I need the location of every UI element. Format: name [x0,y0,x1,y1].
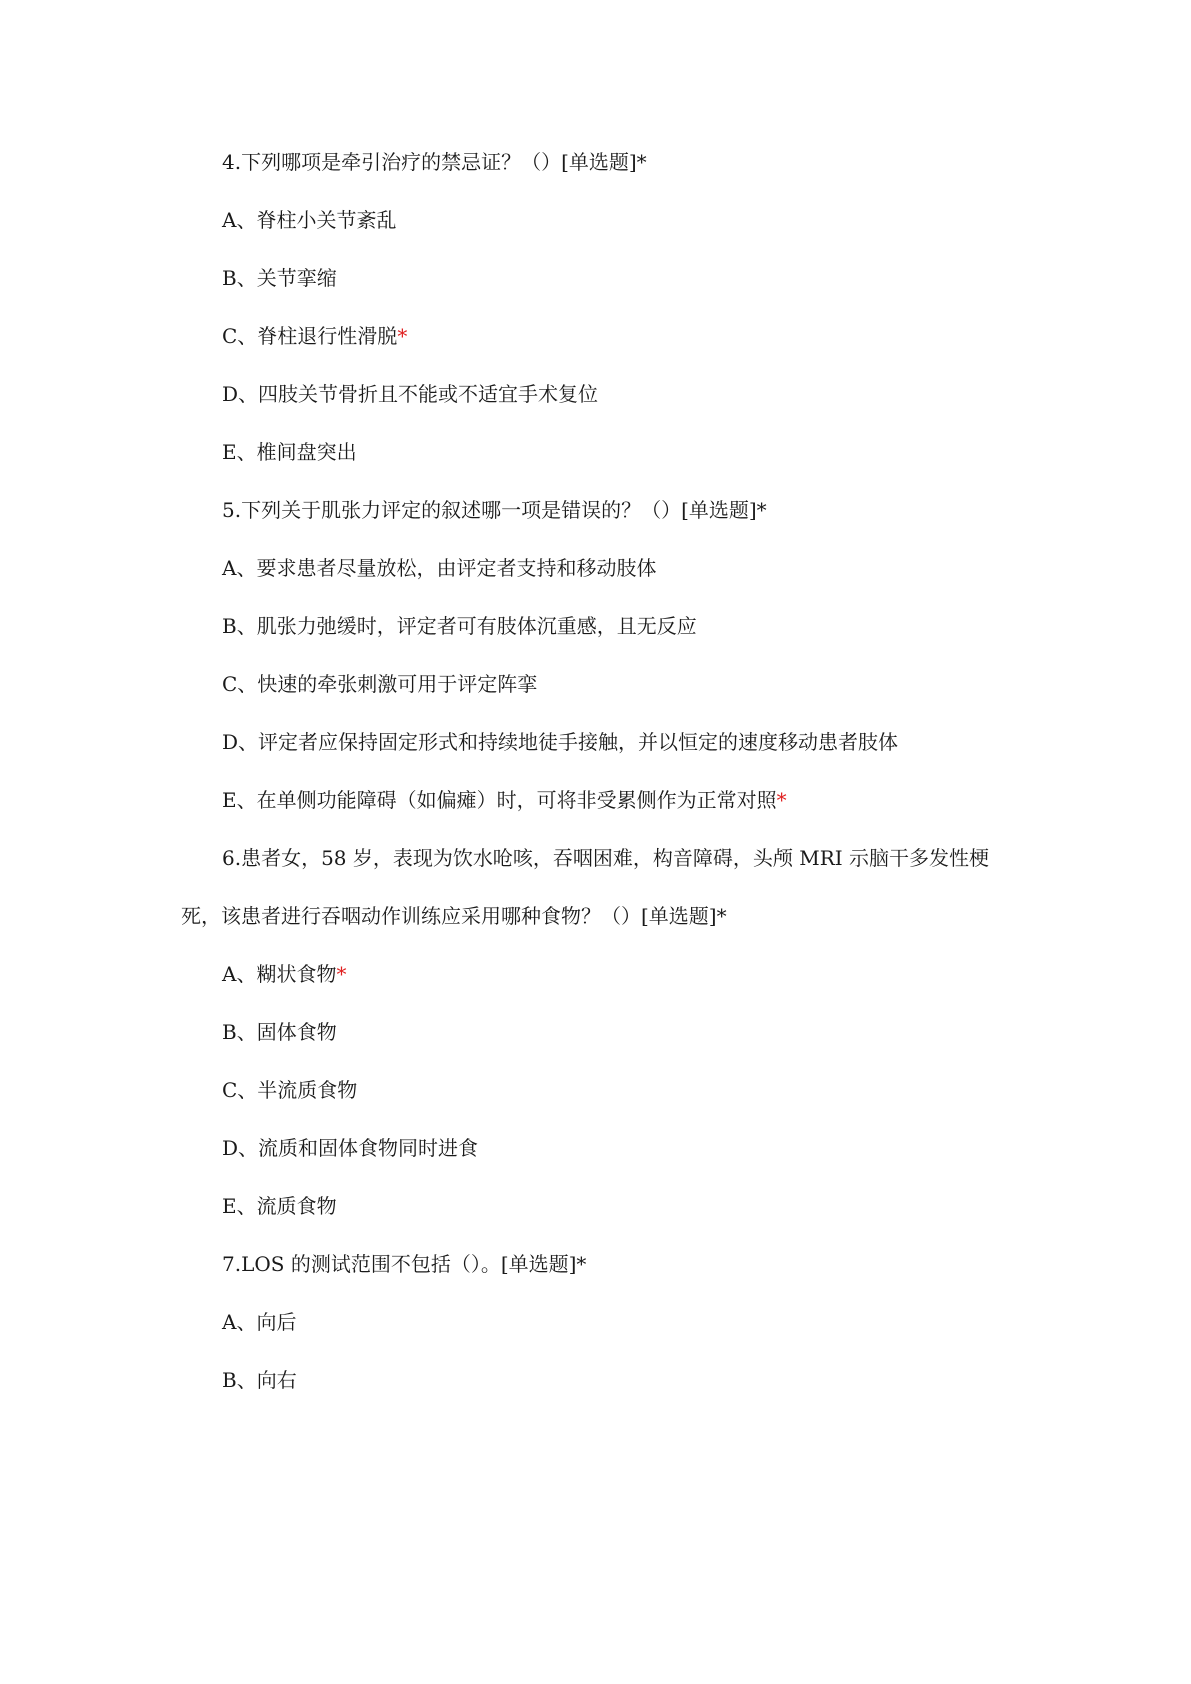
question-7-option-b: B、向右 [222,1368,297,1392]
question-5-option-d: D、评定者应保持固定形式和持续地徒手接触，并以恒定的速度移动患者肢体 [222,730,899,754]
question-4-option-d: D、四肢关节骨折且不能或不适宜手术复位 [222,382,599,406]
question-6-stem-line1: 6.患者女，58 岁，表现为饮水呛咳，吞咽困难，构音障碍，头颅 MRI 示脑干多发性梗 [222,846,990,870]
question-4-option-c [222,322,407,350]
question-4-stem: 4.下列哪项是牵引治疗的禁忌证？（）[单选题]* [222,150,647,174]
question-6-stem-line2: 死，该患者进行吞咽动作训练应采用哪种食物？（）[单选题]* [181,904,727,928]
question-6-option-c: C、半流质食物 [222,1078,358,1102]
question-5-option-a: A、要求患者尽量放松，由评定者支持和移动肢体 [222,556,657,580]
question-6-option-b: B、固体食物 [222,1020,337,1044]
question-4-option-e: E、椎间盘突出 [222,440,357,464]
correct-answer-marker: * [397,324,408,348]
question-7-stem: 7.LOS 的测试范围不包括（）。[单选题]* [222,1252,587,1276]
question-7-option-a: A、向后 [222,1310,297,1334]
question-6-option-d: D、流质和固体食物同时进食 [222,1136,479,1160]
question-6-option-a [222,960,346,988]
question-4-option-a: A、脊柱小关节紊乱 [222,208,397,232]
question-6-option-e: E、流质食物 [222,1194,337,1218]
question-5-option-e [222,786,787,814]
correct-answer-marker: * [336,962,347,986]
question-4-option-b: B、关节挛缩 [222,266,337,290]
correct-answer-marker: * [776,788,787,812]
option-text: E、在单侧功能障碍（如偏瘫）时，可将非受累侧作为正常对照 [222,788,777,812]
question-5-option-b: B、肌张力弛缓时，评定者可有肢体沉重感，且无反应 [222,614,697,638]
option-text: A、糊状食物 [222,962,337,986]
question-5-stem: 5.下列关于肌张力评定的叙述哪一项是错误的？（）[单选题]* [222,498,767,522]
option-text: C、脊柱退行性滑脱 [222,324,398,348]
question-5-option-c: C、快速的牵张刺激可用于评定阵挛 [222,672,538,696]
